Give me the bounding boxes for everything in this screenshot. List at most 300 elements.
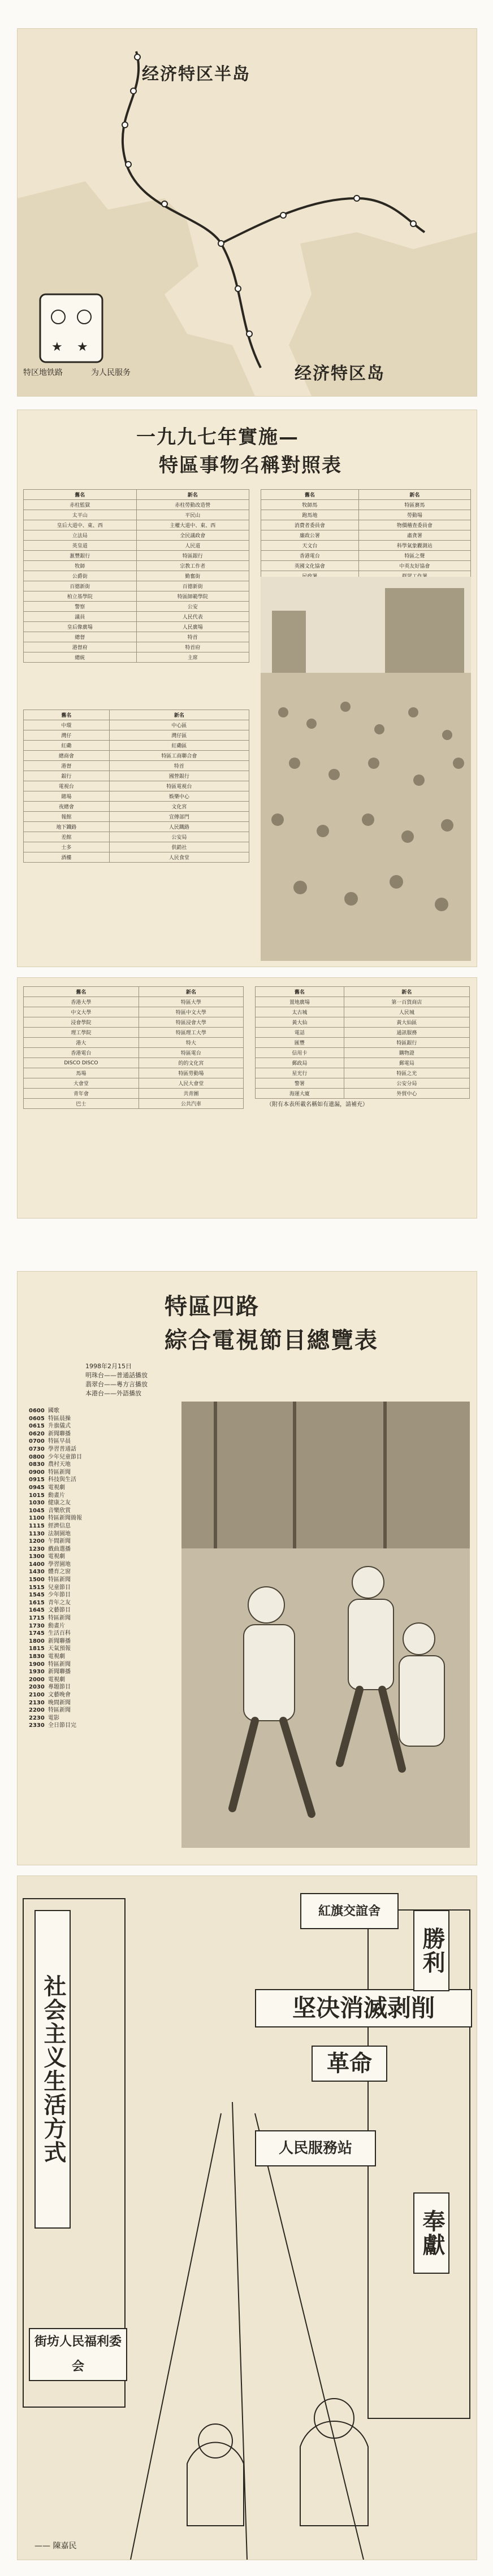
table-cell: 特首	[109, 761, 249, 771]
table-cell: 紅磡	[24, 741, 110, 751]
table-row	[24, 720, 249, 730]
schedule-program: 少年節目	[48, 1592, 71, 1599]
schedule-header	[85, 1362, 148, 1398]
svg-text:★: ★	[77, 340, 88, 354]
schedule-time: 1830	[29, 1653, 45, 1660]
map-title-top: 经济特区半岛	[142, 64, 250, 84]
table-cell: 警察	[24, 602, 137, 612]
schedule-time: 0700	[29, 1438, 45, 1445]
name-table-4	[23, 986, 244, 1109]
schedule-program: 天氣預報	[48, 1646, 71, 1652]
schedule-time: 1800	[29, 1638, 45, 1644]
table-cell: 百德新街	[24, 581, 137, 591]
schedule-time: 2000	[29, 1676, 45, 1683]
table-cell: 滙豐銀行	[24, 551, 137, 561]
schedule-program: 午間新聞	[48, 1538, 71, 1545]
schedule-time: 0800	[29, 1454, 45, 1460]
table-cell: 公爵街	[24, 571, 137, 581]
schedule-program: 升旗儀式	[48, 1423, 71, 1430]
table-cell: 人民食堂	[109, 852, 249, 863]
schedule-time: 2100	[29, 1691, 45, 1698]
tv-title-line2: 綜合電視節目總覽表	[165, 1327, 378, 1354]
schedule-time: 1745	[29, 1630, 45, 1637]
schedule-row	[29, 1584, 82, 1592]
schedule-row	[29, 1661, 82, 1669]
schedule-time: 1130	[29, 1530, 45, 1537]
table-row	[24, 561, 249, 571]
schedule-program: 全日節目完	[48, 1722, 76, 1729]
table-row	[256, 1017, 470, 1028]
table-header-cell: 舊名	[256, 987, 344, 997]
table-row	[24, 771, 249, 781]
sign-socialist-lifestyle: 社会主义生活方式	[34, 1910, 71, 2229]
table-cell: 總督	[24, 632, 137, 642]
table-row	[24, 500, 249, 510]
table-row	[24, 730, 249, 741]
schedule-program: 新聞聯播	[48, 1638, 71, 1644]
schedule-time: 1715	[29, 1615, 45, 1622]
schedule-time: 1015	[29, 1492, 45, 1499]
table-row	[24, 1028, 244, 1038]
table-header-cell: 新名	[344, 987, 469, 997]
table-cell: 赤柱監獄	[24, 500, 137, 510]
schedule-program: 新聞聯播	[48, 1669, 71, 1676]
schedule-row	[29, 1422, 82, 1430]
table-row	[261, 541, 471, 551]
schedule-row	[29, 1653, 82, 1661]
table-cell: 平民山	[136, 510, 249, 520]
schedule-program: 少年兒童節目	[48, 1454, 82, 1460]
table-cell: 中心區	[109, 720, 249, 730]
table-row	[24, 1007, 244, 1017]
sign-red-flag: 紅旗交誼舍	[300, 1893, 399, 1929]
schedule-time: 2130	[29, 1699, 45, 1706]
schedule-program: 專題節目	[48, 1684, 71, 1691]
schedule-time: 1200	[29, 1538, 45, 1545]
schedule-list	[29, 1407, 82, 1730]
table-row	[24, 1068, 244, 1078]
schedule-row	[29, 1683, 82, 1691]
table-row	[24, 741, 249, 751]
schedule-time: 1115	[29, 1522, 45, 1529]
schedule-time: 1900	[29, 1661, 45, 1668]
sign-neighbourhood-committee: 街坊人民福利委会	[29, 2328, 127, 2381]
schedule-time: 1730	[29, 1622, 45, 1629]
schedule-time: 0830	[29, 1461, 45, 1468]
table-row	[24, 802, 249, 812]
table-row	[24, 1078, 244, 1089]
table-cell: 人民大會堂	[139, 1078, 243, 1089]
table-cell: 國營銀行	[109, 771, 249, 781]
schedule-row	[29, 1484, 82, 1492]
sign-eliminate-exploitation: 坚决消滅剥削	[255, 1989, 472, 2027]
tv-schedule-panel	[17, 1271, 477, 1865]
table-cell: 購物證	[344, 1048, 469, 1058]
schedule-row	[29, 1407, 82, 1415]
schedule-program: 文藝節目	[48, 1607, 71, 1614]
table-cell: 銀行	[24, 771, 110, 781]
table-cell: 娛樂中心	[109, 791, 249, 802]
schedule-row	[29, 1461, 82, 1469]
schedule-row	[29, 1499, 82, 1507]
schedule-row	[29, 1599, 82, 1607]
table-cell: 特首	[136, 632, 249, 642]
schedule-row	[29, 1561, 82, 1569]
table-header-cell: 舊名	[261, 490, 359, 500]
table-cell: 特區電台	[139, 1048, 243, 1058]
schedule-program: 法制園地	[48, 1530, 71, 1537]
table-cell: 人民道	[136, 541, 249, 551]
sign-dedication: 奉獻	[413, 2192, 449, 2274]
schedule-program: 特區新聞簡報	[48, 1515, 82, 1522]
schedule-program: 電影	[48, 1715, 59, 1721]
schedule-program: 特區早晨	[48, 1438, 71, 1445]
table-cell: 特區勞動場	[139, 1068, 243, 1078]
schedule-program: 健康之友	[48, 1500, 71, 1507]
schedule-program: 晚間新聞	[48, 1699, 71, 1706]
schedule-time: 1400	[29, 1561, 45, 1568]
table-cell: 公安局	[109, 832, 249, 842]
schedule-program: 生活百科	[48, 1630, 71, 1637]
name-comparison-panel	[17, 410, 477, 967]
schedule-program: 青年之友	[48, 1599, 71, 1606]
table-row	[261, 561, 471, 571]
schedule-row	[29, 1446, 82, 1454]
table-cell: 共青團	[139, 1089, 243, 1099]
table-cell: 特區之聲	[358, 551, 470, 561]
schedule-program: 經濟信息	[48, 1522, 71, 1529]
table-row	[256, 1068, 470, 1078]
table-cell: 香港電台	[24, 1048, 139, 1058]
table-cell: 特大	[139, 1038, 243, 1048]
table-cell: 報館	[24, 812, 110, 822]
schedule-program: 學習普通話	[48, 1446, 76, 1452]
table-row	[24, 761, 249, 771]
table-cell: 文化宮	[109, 802, 249, 812]
table-row	[24, 842, 249, 852]
table-cell: 紅磡區	[109, 741, 249, 751]
table-row	[24, 632, 249, 642]
schedule-time: 1030	[29, 1500, 45, 1507]
table-row	[256, 1089, 470, 1099]
table-cell: 理工學院	[24, 1028, 139, 1038]
schedule-row	[29, 1722, 82, 1730]
schedule-program: 國歌	[48, 1408, 59, 1414]
table-cell: 供銷社	[109, 842, 249, 852]
schedule-time: 1815	[29, 1646, 45, 1652]
schedule-row	[29, 1553, 82, 1561]
table-cell: 勤奮街	[136, 571, 249, 581]
table-row	[256, 1058, 470, 1068]
table-header-cell: 舊名	[24, 490, 137, 500]
street-cartoon	[18, 1876, 477, 2560]
table-row	[24, 520, 249, 530]
table-cell: 港督	[24, 761, 110, 771]
schedule-program: 電視劇	[48, 1484, 65, 1491]
table-row	[24, 1038, 244, 1048]
table-header-cell: 新名	[358, 490, 470, 500]
schedule-time: 2330	[29, 1722, 45, 1729]
table-cell: 特區中文大學	[139, 1007, 243, 1017]
table-cell: 電視台	[24, 781, 110, 791]
table-cell: 酒樓	[24, 852, 110, 863]
table-cell: 第一百貨商店	[344, 997, 469, 1007]
table-row	[24, 541, 249, 551]
table-header-cell: 新名	[136, 490, 249, 500]
schedule-row	[29, 1568, 82, 1576]
table-cell: 黃大仙	[256, 1017, 344, 1028]
table-cell: 天文台	[261, 541, 359, 551]
schedule-row	[29, 1530, 82, 1538]
table-cell: 牧師	[24, 561, 137, 571]
schedule-time: 1300	[29, 1554, 45, 1560]
table-cell: 中文大學	[24, 1007, 139, 1017]
map-title-bottom: 经济特区岛	[295, 364, 385, 384]
table-cell: 特區銀行	[136, 551, 249, 561]
sign-service-station: 人民服務站	[255, 2130, 376, 2166]
table-row	[24, 642, 249, 652]
schedule-program: 新聞聯播	[48, 1430, 71, 1437]
schedule-program: 特區新聞	[48, 1661, 71, 1668]
schedule-time: 1230	[29, 1546, 45, 1552]
table-row	[24, 1089, 244, 1099]
schedule-program: 兒童節目	[48, 1584, 71, 1591]
schedule-time: 0600	[29, 1408, 45, 1414]
table-cell: 青年會	[24, 1089, 139, 1099]
schedule-time: 1100	[29, 1515, 45, 1522]
table-row	[261, 530, 471, 541]
table-row	[24, 812, 249, 822]
schedule-time: 2030	[29, 1684, 45, 1691]
schedule-row	[29, 1638, 82, 1646]
table-title-line1: 一九九七年實施—	[136, 426, 299, 449]
table-cell: 太平山	[24, 510, 137, 520]
schedule-header-line: 本港台——外語播放	[85, 1390, 141, 1397]
table-cell: 灣仔	[24, 730, 110, 741]
schedule-program: 科技與生活	[48, 1477, 76, 1483]
table-row	[24, 622, 249, 632]
table-cell: 馬場	[24, 1068, 139, 1078]
table-cell: 郵政局	[256, 1058, 344, 1068]
name-table-1	[23, 489, 249, 663]
table-row	[24, 551, 249, 561]
table-cell: 廉政公署	[261, 530, 359, 541]
table-row	[24, 781, 249, 791]
schedule-row	[29, 1515, 82, 1522]
table-row	[24, 832, 249, 842]
schedule-program: 特區新聞	[48, 1577, 71, 1583]
table-row	[24, 1058, 244, 1068]
table-footnote: （附有本表所載名稱如有遺漏，請補充）	[266, 1102, 368, 1108]
table-cell: 特首府	[136, 642, 249, 652]
table-cell: 宗教工作者	[136, 561, 249, 571]
map-caption-left: 特区地铁路	[23, 368, 63, 377]
table-cell: 特區大學	[139, 997, 243, 1007]
schedule-time: 1615	[29, 1599, 45, 1606]
table-cell: 全民議政會	[136, 530, 249, 541]
schedule-program: 特區晨操	[48, 1415, 71, 1422]
table-cell: 浸會學院	[24, 1017, 139, 1028]
schedule-program: 農村天地	[48, 1461, 71, 1468]
table-cell: 勞動場	[358, 510, 470, 520]
schedule-row	[29, 1476, 82, 1484]
table-cell: 柏立基學院	[24, 591, 137, 602]
schedule-time: 1500	[29, 1577, 45, 1583]
table-row	[24, 791, 249, 802]
schedule-row	[29, 1415, 82, 1423]
schedule-program: 電視劇	[48, 1676, 65, 1683]
schedule-row	[29, 1715, 82, 1722]
sign-revolution: 革命	[312, 2046, 387, 2082]
table-cell: 特區工商聯合會	[109, 751, 249, 761]
table-cell: 特區電視台	[109, 781, 249, 791]
schedule-time: 1430	[29, 1569, 45, 1576]
name-comparison-panel-2	[17, 977, 477, 1219]
schedule-program: 音樂欣賞	[48, 1507, 71, 1514]
schedule-row	[29, 1630, 82, 1638]
table-cell: 宣傳部門	[109, 812, 249, 822]
table-cell: 士多	[24, 842, 110, 852]
table-row	[24, 612, 249, 622]
schedule-header-line: 翡翠台——粵方言播放	[85, 1381, 148, 1388]
schedule-time: 0915	[29, 1477, 45, 1483]
schedule-row	[29, 1438, 82, 1446]
table-cell: 公安分局	[344, 1078, 469, 1089]
schedule-row	[29, 1469, 82, 1477]
table-row	[24, 602, 249, 612]
table-cell: 大會堂	[24, 1078, 139, 1089]
table-row	[24, 571, 249, 581]
table-row	[24, 530, 249, 541]
table-cell: 灣仔區	[109, 730, 249, 741]
table-cell: 海運大廈	[256, 1089, 344, 1099]
table-cell: 消費者委員會	[261, 520, 359, 530]
table-cell: 公安	[136, 602, 249, 612]
table-row	[24, 1017, 244, 1028]
table-row	[24, 581, 249, 591]
svg-text:★: ★	[51, 340, 63, 354]
table-cell: 信用卡	[256, 1048, 344, 1058]
schedule-row	[29, 1546, 82, 1554]
schedule-program: 特區新聞	[48, 1469, 71, 1476]
table-row	[24, 591, 249, 602]
table-cell: 差館	[24, 832, 110, 842]
table-cell: 香港大學	[24, 997, 139, 1007]
table-cell: 議員	[24, 612, 137, 622]
schedule-program: 特區新聞	[48, 1707, 71, 1714]
table-cell: 巴士	[24, 1099, 139, 1109]
table-cell: 電話	[256, 1028, 344, 1038]
schedule-time: 1645	[29, 1607, 45, 1614]
table-row	[261, 520, 471, 530]
table-cell: 跑馬地	[261, 510, 359, 520]
schedule-header-line: 明珠台——普通話播放	[85, 1372, 148, 1379]
table-row	[256, 1007, 470, 1017]
table-cell: 中英友好協會	[358, 561, 470, 571]
table-cell: 中環	[24, 720, 110, 730]
table-header-cell: 新名	[109, 710, 249, 720]
schedule-row	[29, 1615, 82, 1622]
table-row	[24, 652, 249, 663]
table-cell: 特區理工大學	[139, 1028, 243, 1038]
table-cell: 夜總會	[24, 802, 110, 812]
schedule-row	[29, 1645, 82, 1653]
table-row	[24, 852, 249, 863]
schedule-time: 1930	[29, 1669, 45, 1676]
table-row	[261, 510, 471, 520]
table-row	[261, 500, 471, 510]
schedule-program: 電視劇	[48, 1653, 65, 1660]
schedule-time: 0730	[29, 1446, 45, 1452]
table-cell: 特區師範學院	[136, 591, 249, 602]
table-cell: 外貿中心	[344, 1089, 469, 1099]
schedule-program: 動畫片	[48, 1492, 65, 1499]
table-row	[24, 822, 249, 832]
name-table-5	[255, 986, 470, 1099]
schedule-row	[29, 1676, 82, 1684]
schedule-row	[29, 1430, 82, 1438]
schedule-program: 戲曲選播	[48, 1546, 71, 1552]
schedule-row	[29, 1607, 82, 1615]
table-row	[24, 751, 249, 761]
table-cell: 赤柱勞動改造營	[136, 500, 249, 510]
table-cell: 置地廣場	[256, 997, 344, 1007]
table-row	[256, 1078, 470, 1089]
name-table-2	[261, 489, 471, 581]
table-cell: 香港電台	[261, 551, 359, 561]
table-cell: 肅貪署	[358, 530, 470, 541]
table-cell: 英國文化協會	[261, 561, 359, 571]
table-cell: 黃大仙區	[344, 1017, 469, 1028]
table-cell: 港督府	[24, 642, 137, 652]
table-header-cell: 新名	[139, 987, 243, 997]
schedule-program: 體育之窗	[48, 1569, 71, 1576]
table-row	[256, 1028, 470, 1038]
table-cell: 主席	[136, 652, 249, 663]
table-row	[256, 1038, 470, 1048]
table-cell: 公共汽車	[139, 1099, 243, 1109]
table-row	[256, 1048, 470, 1058]
table-cell: 的的文化宮	[139, 1058, 243, 1068]
schedule-row	[29, 1668, 82, 1676]
crowd-photo	[261, 577, 471, 961]
table-cell: 警署	[256, 1078, 344, 1089]
table-cell: 人民代表	[136, 612, 249, 622]
map-caption-right: 为人民服务	[91, 368, 131, 377]
schedule-program: 文藝晚會	[48, 1691, 71, 1698]
schedule-time: 1045	[29, 1507, 45, 1514]
name-table-3	[23, 710, 249, 863]
table-cell: 地下鐵路	[24, 822, 110, 832]
schedule-row	[29, 1691, 82, 1699]
metro-map-panel	[17, 28, 477, 397]
table-cell: 英皇道	[24, 541, 137, 551]
cartoon-caption: —— 陳嘉民	[34, 2542, 77, 2551]
sign-victory: 勝利	[413, 1910, 449, 1991]
table-row	[261, 551, 471, 561]
table-cell: 百德新街	[136, 581, 249, 591]
street-cartoon-panel	[17, 1876, 477, 2560]
schedule-row	[29, 1492, 82, 1500]
table-header-cell: 舊名	[24, 710, 110, 720]
schedule-time: 0900	[29, 1469, 45, 1476]
table-cell: 星光行	[256, 1068, 344, 1078]
schedule-time: 0605	[29, 1415, 45, 1422]
table-cell: 科學氣象觀測站	[358, 541, 470, 551]
table-row	[256, 997, 470, 1007]
table-title-line2: 特區事物名稱對照表	[159, 454, 342, 477]
schedule-time: 1545	[29, 1592, 45, 1599]
